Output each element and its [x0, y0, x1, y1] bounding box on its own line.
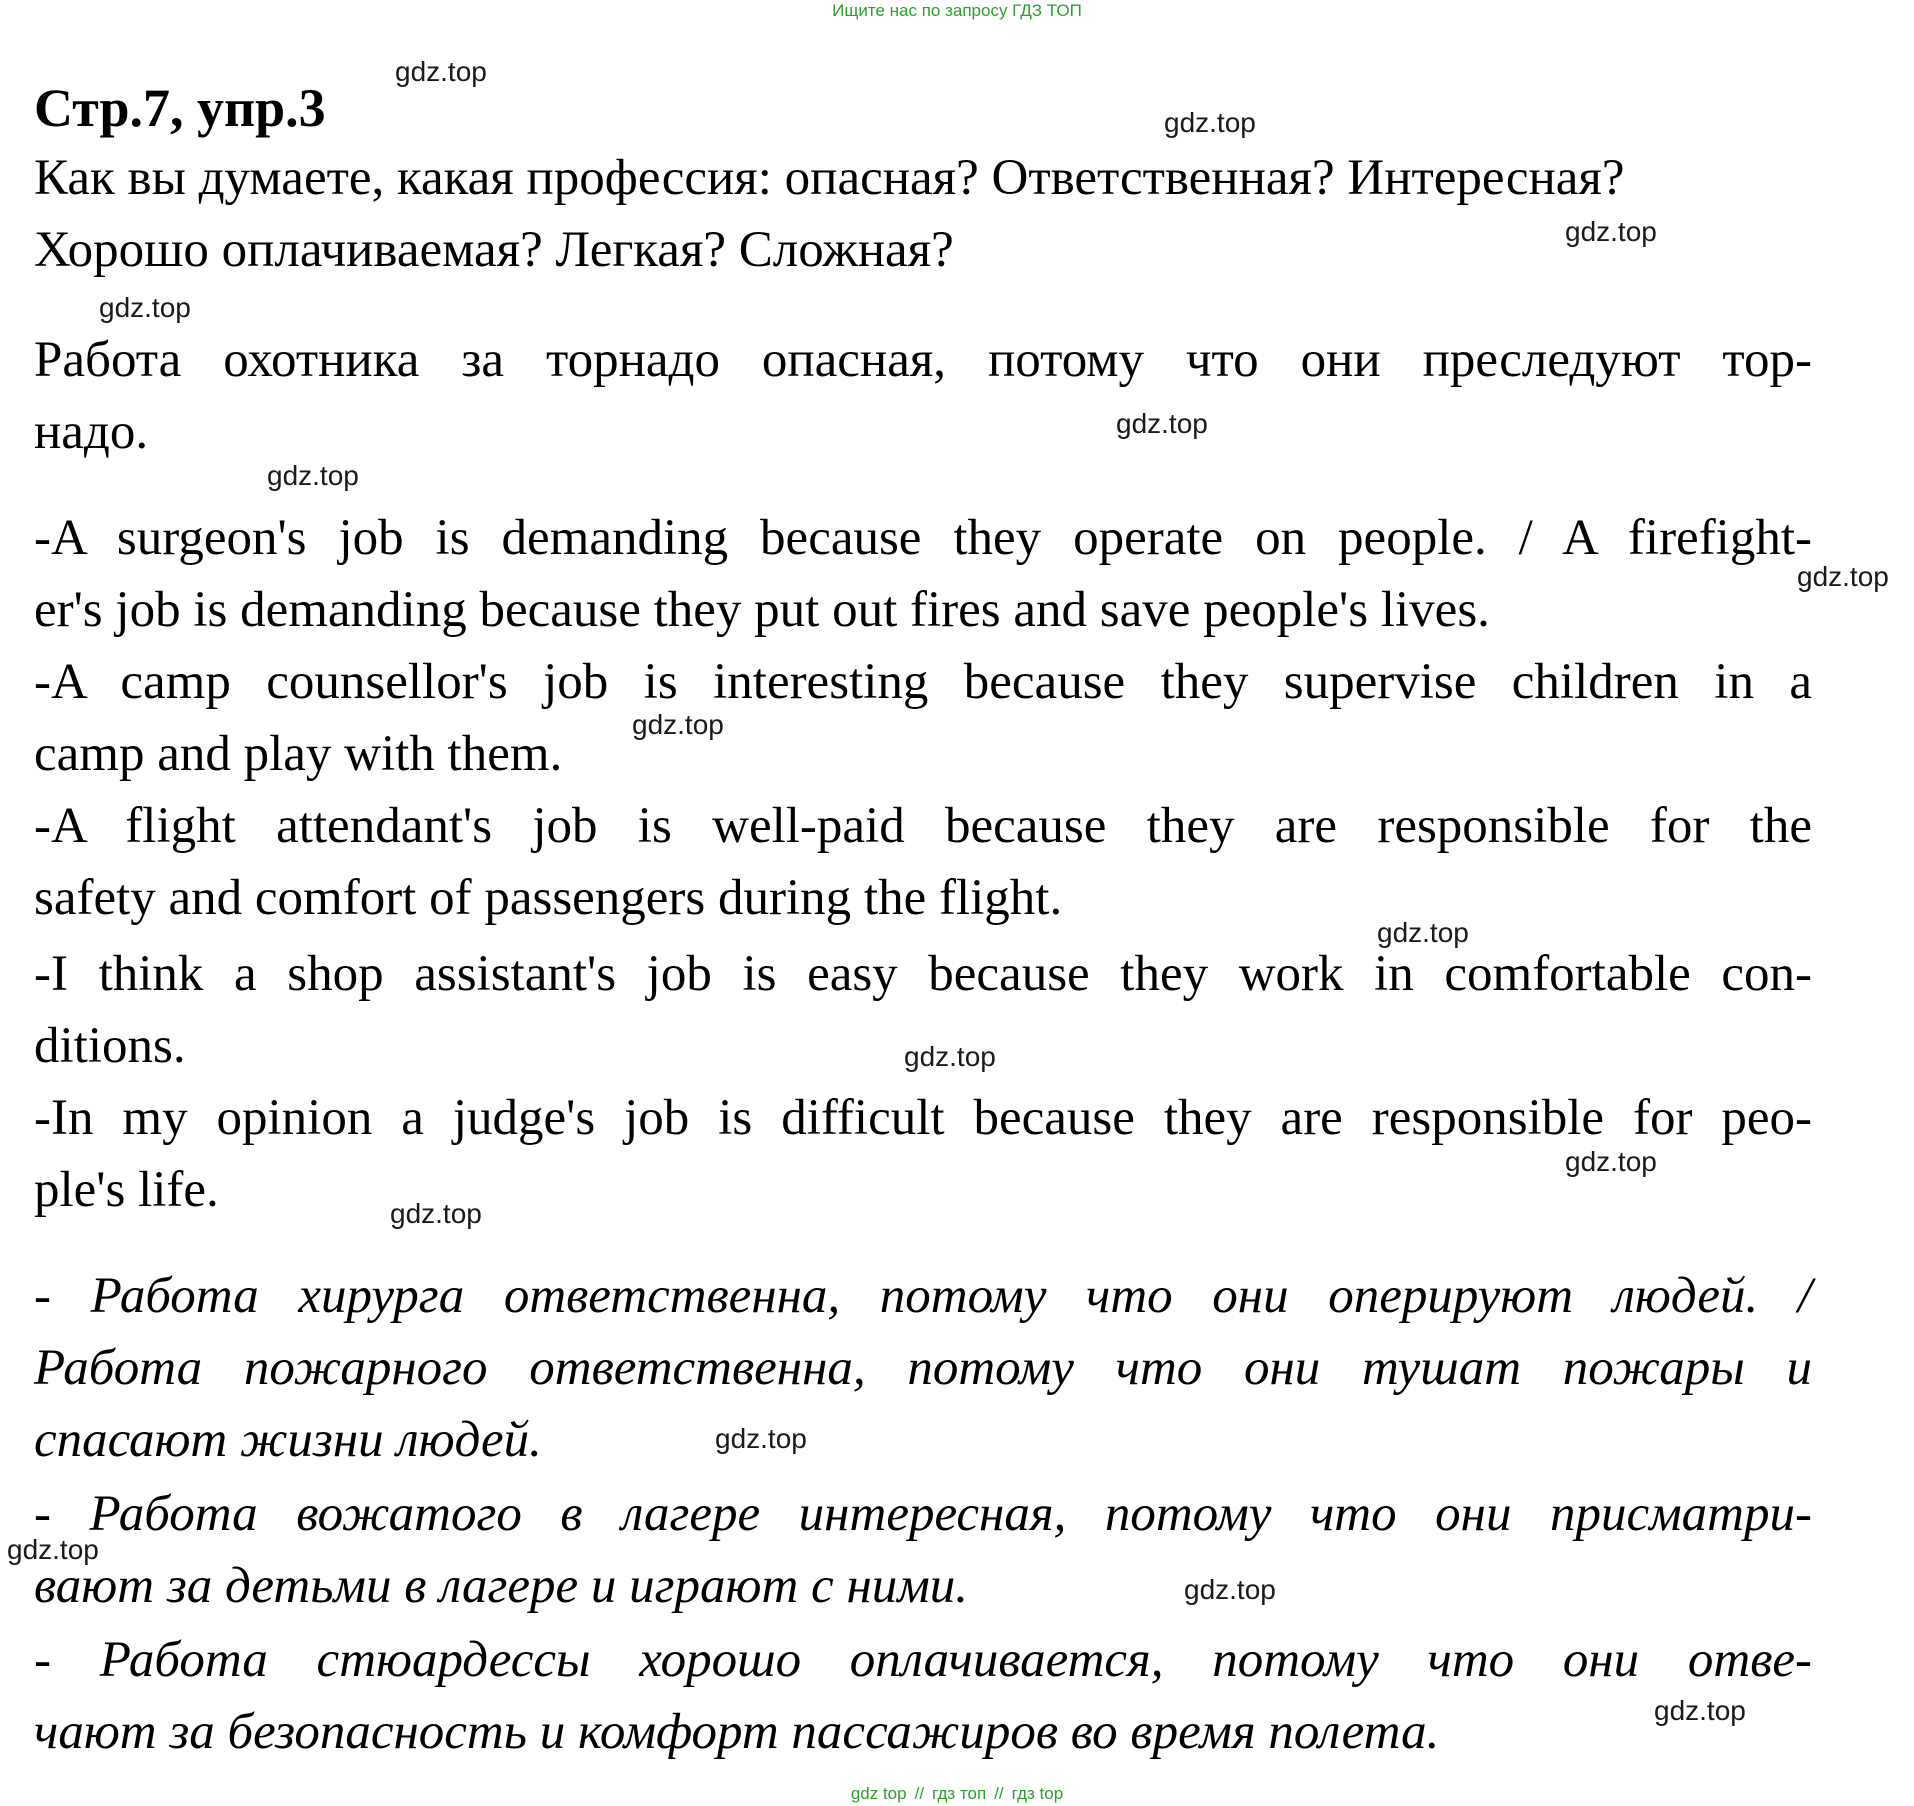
answer-ru-line-3: спасают жизни людей. [34, 1412, 542, 1468]
page-title: Стр.7, упр.3 [34, 78, 326, 138]
question-line-2: Хорошо оплачиваемая? Легкая? Сложная? [34, 222, 954, 278]
watermark: gdz.top [1797, 561, 1889, 592]
question-line-1: Как вы думаете, какая профессия: опасная? Ответственная? Интересная? [34, 150, 1625, 206]
watermark: gdz.top [715, 1423, 807, 1454]
bottom-banner-item: гдз top [1011, 1784, 1064, 1803]
bottom-banner-item: gdz top [850, 1784, 907, 1803]
answer-en-line-6: safety and comfort of passengers during the flight. [34, 870, 1063, 926]
watermark: gdz.top [1184, 1574, 1276, 1605]
bottom-banner [0, 1783, 1914, 1805]
answer-en-line-10: ple's life. [34, 1162, 219, 1218]
answer-ru-line-6: - Работа стюардессы хорошо оплачивается, потому что они отве- [34, 1632, 1812, 1688]
watermark: gdz.top [1565, 216, 1657, 247]
watermark: gdz.top [267, 460, 359, 491]
watermark: gdz.top [904, 1041, 996, 1072]
example-line-1: Работа охотника за торнадо опасная, потому что они преследуют тор- [34, 332, 1812, 388]
answer-ru-line-4: - Работа вожатого в лагере интересная, потому что они присматри- [34, 1486, 1812, 1542]
watermark: gdz.top [395, 56, 487, 87]
answer-ru-line-7: чают за безопасность и комфорт пассажиров во время полета. [34, 1704, 1440, 1760]
watermark: gdz.top [390, 1198, 482, 1229]
watermark: gdz.top [7, 1534, 99, 1565]
watermark: gdz.top [1377, 917, 1469, 948]
watermark: gdz.top [632, 709, 724, 740]
watermark: gdz.top [99, 292, 191, 323]
answer-en-line-2: er's job is demanding because they put out fires and save people's lives. [34, 582, 1490, 638]
answer-en-line-4: camp and play with them. [34, 726, 563, 782]
answer-en-line-1: -A surgeon's job is demanding because they operate on people. / A firefight- [34, 510, 1812, 566]
watermark: gdz.top [1654, 1695, 1746, 1726]
answer-ru-line-5: вают за детьми в лагере и играют с ними. [34, 1558, 969, 1614]
answer-ru-line-1: - Работа хирурга ответственна, потому что они оперируют людей. / [34, 1268, 1812, 1324]
answer-en-line-9: -In my opinion a judge's job is difficult because they are responsible for peo- [34, 1090, 1812, 1146]
watermark: gdz.top [1565, 1146, 1657, 1177]
example-line-2: надо. [34, 404, 149, 460]
watermark: gdz.top [1116, 408, 1208, 439]
bottom-banner-separator: // [914, 1784, 925, 1803]
top-banner: Ищите нас по запросу ГДЗ ТОП [832, 1, 1082, 20]
answer-en-line-5: -A flight attendant's job is well-paid because they are responsible for the [34, 798, 1812, 854]
watermark: gdz.top [1164, 107, 1256, 138]
answer-en-line-7: -I think a shop assistant's job is easy because they work in comfortable con- [34, 946, 1812, 1002]
answer-ru-line-2: Работа пожарного ответственна, потому что они тушат пожары и [34, 1340, 1812, 1396]
bottom-banner-separator: // [994, 1784, 1004, 1803]
bottom-banner-item: гдз топ [932, 1784, 987, 1803]
answer-en-line-3: -A camp counsellor's job is interesting because they supervise children in a [34, 654, 1812, 710]
answer-en-line-8: ditions. [34, 1018, 186, 1074]
